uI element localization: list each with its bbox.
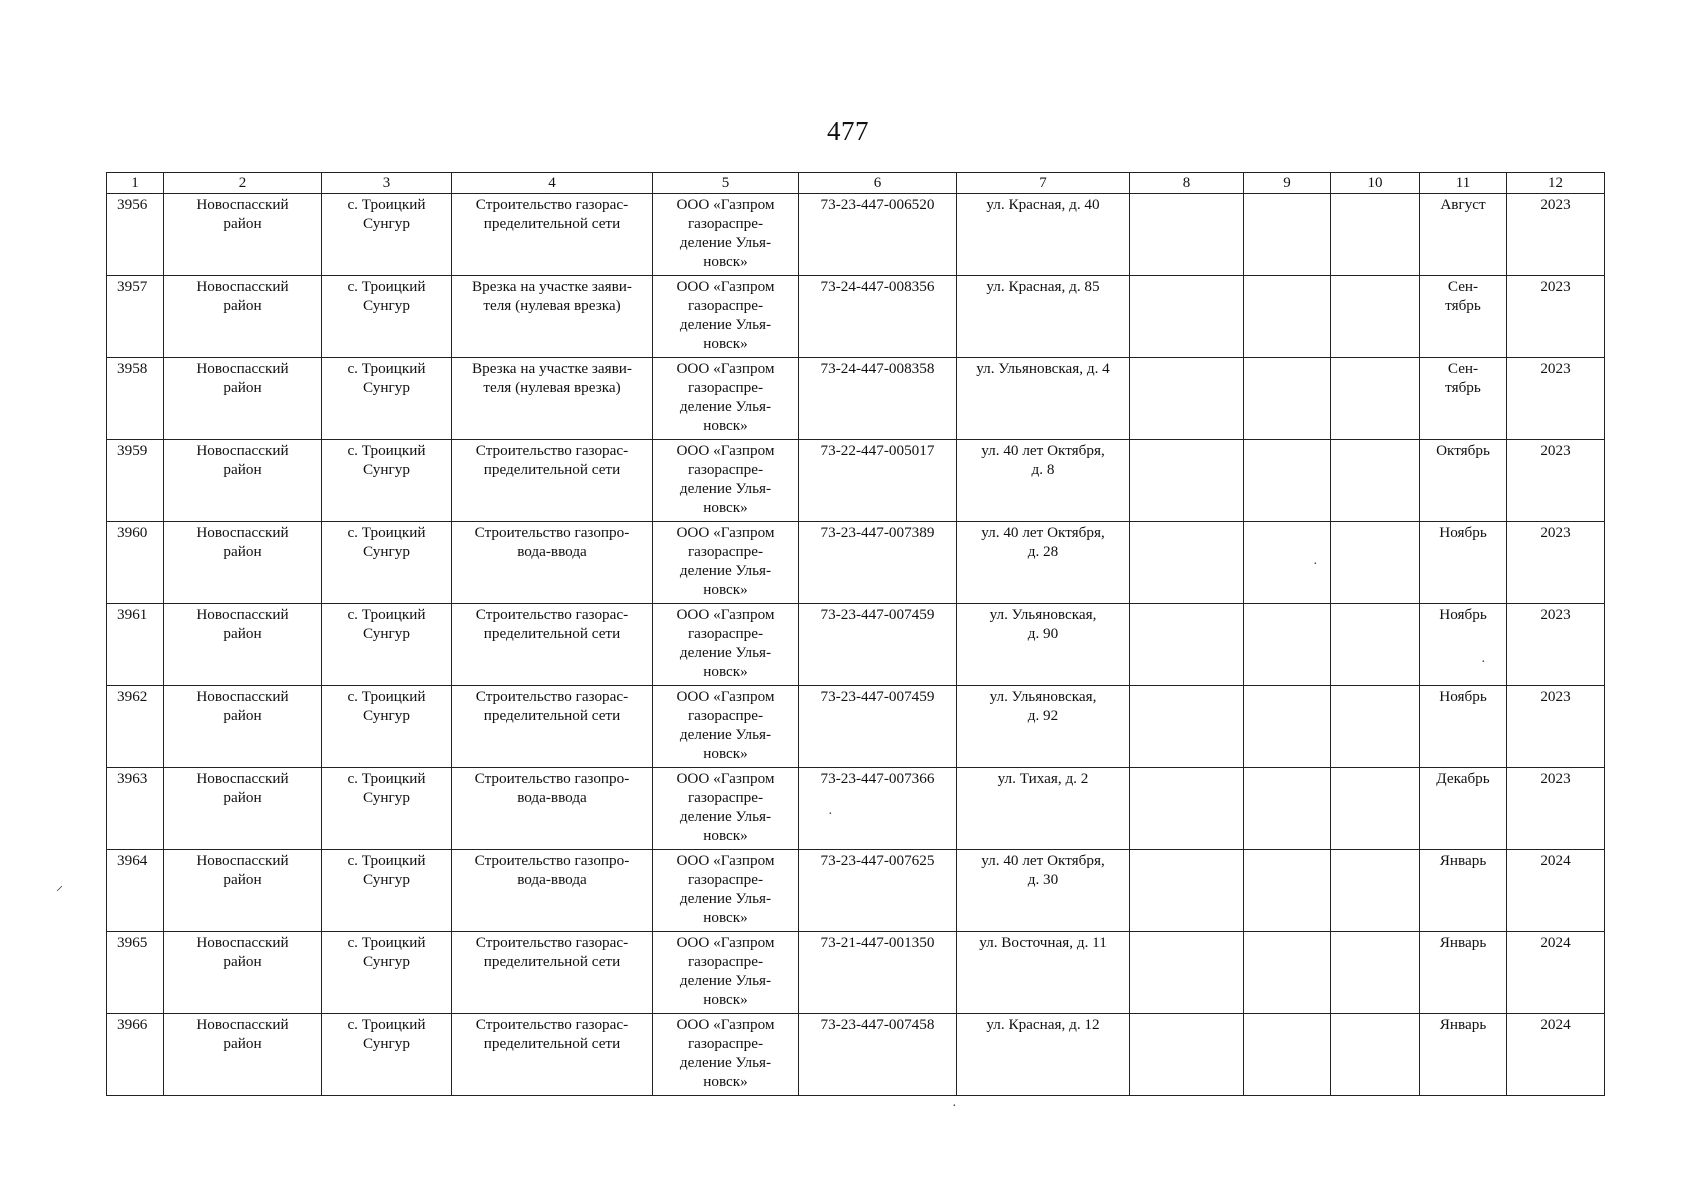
cell-district bbox=[164, 358, 322, 440]
cell-object-code bbox=[799, 276, 957, 358]
cell-column-10 bbox=[1331, 768, 1420, 850]
cell-district bbox=[164, 522, 322, 604]
cell-address bbox=[957, 440, 1130, 522]
settlement-text: с. Троицкий Сунгур bbox=[347, 688, 426, 724]
cell-column-8 bbox=[1130, 850, 1244, 932]
cell-column-9 bbox=[1244, 194, 1331, 276]
scan-speck: · bbox=[828, 807, 833, 822]
cell-object-code bbox=[799, 932, 957, 1014]
cell-district bbox=[164, 686, 322, 768]
work-type-text: Строительство газопро- вода-ввода bbox=[474, 524, 630, 560]
cell-year bbox=[1507, 686, 1605, 768]
table-row bbox=[107, 932, 1605, 1014]
organization-text: ООО «Газпром газораспре- деление Улья- новск» bbox=[676, 360, 775, 434]
cell-month bbox=[1420, 194, 1507, 276]
cell-settlement bbox=[322, 440, 452, 522]
month-text: Ноябрь bbox=[1439, 688, 1487, 705]
column-header-5: 5 bbox=[653, 173, 799, 194]
cell-column-10 bbox=[1331, 850, 1420, 932]
table-row bbox=[107, 522, 1605, 604]
cell-month bbox=[1420, 686, 1507, 768]
column-header-7: 7 bbox=[957, 173, 1130, 194]
cell-organization bbox=[653, 932, 799, 1014]
year-text: 2023 bbox=[1540, 196, 1571, 213]
cell-work-type bbox=[452, 850, 653, 932]
cell-record-number bbox=[107, 358, 164, 440]
cell-column-10 bbox=[1331, 522, 1420, 604]
cell-column-10 bbox=[1331, 276, 1420, 358]
cell-record-number bbox=[107, 194, 164, 276]
scan-speck: · bbox=[1481, 655, 1486, 670]
cell-column-8 bbox=[1130, 1014, 1244, 1096]
column-header-3: 3 bbox=[322, 173, 452, 194]
month-text: Декабрь bbox=[1436, 770, 1490, 787]
scan-speck: · bbox=[952, 1099, 957, 1114]
cell-column-10 bbox=[1331, 1014, 1420, 1096]
year-text: 2023 bbox=[1540, 360, 1571, 377]
object-code-text: 73-23-447-006520 bbox=[820, 196, 935, 213]
year-text: 2023 bbox=[1540, 770, 1571, 787]
cell-settlement bbox=[322, 604, 452, 686]
cell-record-number bbox=[107, 440, 164, 522]
table-row bbox=[107, 1014, 1605, 1096]
work-type-text: Строительство газорас- пределительной сети bbox=[475, 934, 629, 970]
year-text: 2023 bbox=[1540, 606, 1571, 623]
cell-column-9 bbox=[1244, 768, 1331, 850]
cell-organization bbox=[653, 850, 799, 932]
organization-text: ООО «Газпром газораспре- деление Улья- новск» bbox=[676, 934, 775, 1008]
cell-address bbox=[957, 686, 1130, 768]
record-number-text: 3959 bbox=[117, 442, 148, 459]
month-text: Ноябрь bbox=[1439, 606, 1487, 623]
cell-column-10 bbox=[1331, 440, 1420, 522]
record-number-text: 3966 bbox=[117, 1016, 148, 1033]
month-text: Январь bbox=[1439, 852, 1487, 869]
settlement-text: с. Троицкий Сунгур bbox=[347, 360, 426, 396]
cell-object-code bbox=[799, 1014, 957, 1096]
settlement-text: с. Троицкий Сунгур bbox=[347, 852, 426, 888]
cell-year bbox=[1507, 604, 1605, 686]
address-text: ул. 40 лет Октября, д. 28 bbox=[981, 524, 1105, 560]
cell-object-code bbox=[799, 194, 957, 276]
cell-settlement bbox=[322, 850, 452, 932]
cell-address bbox=[957, 768, 1130, 850]
object-code-text: 73-23-447-007459 bbox=[820, 688, 935, 705]
work-type-text: Строительство газорас- пределительной сети bbox=[475, 442, 629, 478]
cell-column-9 bbox=[1244, 358, 1331, 440]
address-text: ул. Восточная, д. 11 bbox=[979, 934, 1107, 951]
cell-record-number bbox=[107, 932, 164, 1014]
organization-text: ООО «Газпром газораспре- деление Улья- новск» bbox=[676, 524, 775, 598]
settlement-text: с. Троицкий Сунгур bbox=[347, 606, 426, 642]
object-code-text: 73-23-447-007459 bbox=[820, 606, 935, 623]
column-header-6: 6 bbox=[799, 173, 957, 194]
scan-speck: ⸝ bbox=[56, 879, 63, 894]
cell-record-number bbox=[107, 686, 164, 768]
month-text: Январь bbox=[1439, 1016, 1487, 1033]
cell-record-number bbox=[107, 1014, 164, 1096]
column-header-2: 2 bbox=[164, 173, 322, 194]
organization-text: ООО «Газпром газораспре- деление Улья- новск» bbox=[676, 606, 775, 680]
cell-month bbox=[1420, 358, 1507, 440]
header-row bbox=[107, 173, 1605, 194]
record-number-text: 3962 bbox=[117, 688, 148, 705]
cell-settlement bbox=[322, 686, 452, 768]
column-header-11: 11 bbox=[1420, 173, 1507, 194]
cell-column-9 bbox=[1244, 686, 1331, 768]
object-code-text: 73-23-447-007625 bbox=[820, 852, 935, 869]
district-text: Новоспасский район bbox=[196, 770, 289, 806]
cell-column-8 bbox=[1130, 686, 1244, 768]
district-text: Новоспасский район bbox=[196, 442, 289, 478]
cell-record-number bbox=[107, 850, 164, 932]
cell-address bbox=[957, 194, 1130, 276]
cell-column-9 bbox=[1244, 1014, 1331, 1096]
cell-column-8 bbox=[1130, 440, 1244, 522]
record-number-text: 3957 bbox=[117, 278, 148, 295]
cell-organization bbox=[653, 1014, 799, 1096]
work-type-text: Строительство газорас- пределительной сети bbox=[475, 196, 629, 232]
month-text: Октябрь bbox=[1436, 442, 1490, 459]
cell-organization bbox=[653, 604, 799, 686]
column-header-12: 12 bbox=[1507, 173, 1605, 194]
column-header-9: 9 bbox=[1244, 173, 1331, 194]
object-code-text: 73-24-447-008358 bbox=[820, 360, 935, 377]
district-text: Новоспасский район bbox=[196, 852, 289, 888]
register-table bbox=[106, 172, 1605, 1096]
work-type-text: Врезка на участке заяви- теля (нулевая врезка) bbox=[472, 278, 632, 314]
cell-year bbox=[1507, 850, 1605, 932]
cell-column-10 bbox=[1331, 358, 1420, 440]
organization-text: ООО «Газпром газораспре- деление Улья- новск» bbox=[676, 196, 775, 270]
address-text: ул. Красная, д. 12 bbox=[986, 1016, 1100, 1033]
cell-address bbox=[957, 276, 1130, 358]
cell-column-10 bbox=[1331, 932, 1420, 1014]
organization-text: ООО «Газпром газораспре- деление Улья- новск» bbox=[676, 770, 775, 844]
cell-year bbox=[1507, 1014, 1605, 1096]
cell-work-type bbox=[452, 768, 653, 850]
year-text: 2023 bbox=[1540, 442, 1571, 459]
address-text: ул. 40 лет Октября, д. 8 bbox=[981, 442, 1105, 478]
cell-column-9 bbox=[1244, 604, 1331, 686]
address-text: ул. 40 лет Октября, д. 30 bbox=[981, 852, 1105, 888]
cell-object-code bbox=[799, 768, 957, 850]
work-type-text: Строительство газопро- вода-ввода bbox=[474, 770, 630, 806]
cell-record-number bbox=[107, 768, 164, 850]
cell-organization bbox=[653, 768, 799, 850]
cell-month bbox=[1420, 440, 1507, 522]
cell-district bbox=[164, 932, 322, 1014]
cell-year bbox=[1507, 194, 1605, 276]
cell-district bbox=[164, 1014, 322, 1096]
object-code-text: 73-24-447-008356 bbox=[820, 278, 935, 295]
work-type-text: Врезка на участке заяви- теля (нулевая врезка) bbox=[472, 360, 632, 396]
cell-organization bbox=[653, 358, 799, 440]
organization-text: ООО «Газпром газораспре- деление Улья- новск» bbox=[676, 688, 775, 762]
cell-column-8 bbox=[1130, 768, 1244, 850]
cell-organization bbox=[653, 686, 799, 768]
column-header-4: 4 bbox=[452, 173, 653, 194]
settlement-text: с. Троицкий Сунгур bbox=[347, 278, 426, 314]
cell-object-code bbox=[799, 686, 957, 768]
organization-text: ООО «Газпром газораспре- деление Улья- новск» bbox=[676, 1016, 775, 1090]
district-text: Новоспасский район bbox=[196, 688, 289, 724]
cell-month bbox=[1420, 522, 1507, 604]
cell-year bbox=[1507, 522, 1605, 604]
cell-column-9 bbox=[1244, 276, 1331, 358]
cell-work-type bbox=[452, 686, 653, 768]
record-number-text: 3964 bbox=[117, 852, 148, 869]
record-number-text: 3961 bbox=[117, 606, 148, 623]
cell-organization bbox=[653, 522, 799, 604]
object-code-text: 73-21-447-001350 bbox=[820, 934, 935, 951]
cell-year bbox=[1507, 358, 1605, 440]
cell-column-8 bbox=[1130, 358, 1244, 440]
record-number-text: 3965 bbox=[117, 934, 148, 951]
cell-address bbox=[957, 932, 1130, 1014]
cell-column-8 bbox=[1130, 932, 1244, 1014]
record-number-text: 3958 bbox=[117, 360, 148, 377]
cell-work-type bbox=[452, 440, 653, 522]
object-code-text: 73-23-447-007458 bbox=[820, 1016, 935, 1033]
settlement-text: с. Троицкий Сунгур bbox=[347, 770, 426, 806]
month-text: Сен- тябрь bbox=[1445, 278, 1481, 314]
cell-record-number bbox=[107, 522, 164, 604]
cell-organization bbox=[653, 194, 799, 276]
district-text: Новоспасский район bbox=[196, 606, 289, 642]
cell-address bbox=[957, 358, 1130, 440]
cell-work-type bbox=[452, 1014, 653, 1096]
address-text: ул. Красная, д. 40 bbox=[986, 196, 1100, 213]
cell-month bbox=[1420, 604, 1507, 686]
month-text: Ноябрь bbox=[1439, 524, 1487, 541]
cell-address bbox=[957, 850, 1130, 932]
year-text: 2023 bbox=[1540, 688, 1571, 705]
work-type-text: Строительство газорас- пределительной сети bbox=[475, 1016, 629, 1052]
cell-month bbox=[1420, 850, 1507, 932]
cell-settlement bbox=[322, 194, 452, 276]
work-type-text: Строительство газорас- пределительной сети bbox=[475, 606, 629, 642]
cell-month bbox=[1420, 276, 1507, 358]
record-number-text: 3956 bbox=[117, 196, 148, 213]
column-header-8: 8 bbox=[1130, 173, 1244, 194]
address-text: ул. Ульяновская, д. 92 bbox=[989, 688, 1097, 724]
record-number-text: 3963 bbox=[117, 770, 148, 787]
organization-text: ООО «Газпром газораспре- деление Улья- новск» bbox=[676, 278, 775, 352]
record-number-text: 3960 bbox=[117, 524, 148, 541]
cell-column-10 bbox=[1331, 194, 1420, 276]
address-text: ул. Красная, д. 85 bbox=[986, 278, 1100, 295]
cell-district bbox=[164, 850, 322, 932]
cell-work-type bbox=[452, 358, 653, 440]
cell-year bbox=[1507, 276, 1605, 358]
column-header-1: 1 bbox=[107, 173, 164, 194]
cell-district bbox=[164, 768, 322, 850]
district-text: Новоспасский район bbox=[196, 360, 289, 396]
month-text: Сен- тябрь bbox=[1445, 360, 1481, 396]
cell-organization bbox=[653, 276, 799, 358]
cell-month bbox=[1420, 768, 1507, 850]
district-text: Новоспасский район bbox=[196, 524, 289, 560]
cell-settlement bbox=[322, 522, 452, 604]
table-body bbox=[107, 194, 1605, 1096]
object-code-text: 73-23-447-007389 bbox=[820, 524, 935, 541]
cell-settlement bbox=[322, 932, 452, 1014]
cell-district bbox=[164, 604, 322, 686]
cell-settlement bbox=[322, 768, 452, 850]
work-type-text: Строительство газорас- пределительной сети bbox=[475, 688, 629, 724]
cell-work-type bbox=[452, 604, 653, 686]
organization-text: ООО «Газпром газораспре- деление Улья- новск» bbox=[676, 852, 775, 926]
year-text: 2023 bbox=[1540, 278, 1571, 295]
cell-address bbox=[957, 604, 1130, 686]
district-text: Новоспасский район bbox=[196, 934, 289, 970]
settlement-text: с. Троицкий Сунгур bbox=[347, 524, 426, 560]
cell-month bbox=[1420, 1014, 1507, 1096]
district-text: Новоспасский район bbox=[196, 1016, 289, 1052]
cell-column-8 bbox=[1130, 604, 1244, 686]
cell-district bbox=[164, 194, 322, 276]
cell-settlement bbox=[322, 358, 452, 440]
cell-year bbox=[1507, 768, 1605, 850]
cell-object-code bbox=[799, 440, 957, 522]
table-row bbox=[107, 194, 1605, 276]
cell-month bbox=[1420, 932, 1507, 1014]
district-text: Новоспасский район bbox=[196, 278, 289, 314]
table-row bbox=[107, 768, 1605, 850]
cell-column-9 bbox=[1244, 932, 1331, 1014]
cell-work-type bbox=[452, 194, 653, 276]
cell-column-10 bbox=[1331, 604, 1420, 686]
cell-work-type bbox=[452, 522, 653, 604]
address-text: ул. Ульяновская, д. 4 bbox=[976, 360, 1110, 377]
cell-year bbox=[1507, 932, 1605, 1014]
settlement-text: с. Троицкий Сунгур bbox=[347, 442, 426, 478]
settlement-text: с. Троицкий Сунгур bbox=[347, 934, 426, 970]
year-text: 2024 bbox=[1540, 1016, 1571, 1033]
cell-column-8 bbox=[1130, 522, 1244, 604]
year-text: 2024 bbox=[1540, 852, 1571, 869]
year-text: 2024 bbox=[1540, 934, 1571, 951]
cell-column-9 bbox=[1244, 440, 1331, 522]
table-row bbox=[107, 276, 1605, 358]
cell-settlement bbox=[322, 276, 452, 358]
table-row bbox=[107, 604, 1605, 686]
table-row bbox=[107, 358, 1605, 440]
cell-object-code bbox=[799, 850, 957, 932]
column-header-10: 10 bbox=[1331, 173, 1420, 194]
cell-column-10 bbox=[1331, 686, 1420, 768]
table-row bbox=[107, 686, 1605, 768]
cell-record-number bbox=[107, 276, 164, 358]
settlement-text: с. Троицкий Сунгур bbox=[347, 1016, 426, 1052]
cell-address bbox=[957, 1014, 1130, 1096]
cell-object-code bbox=[799, 522, 957, 604]
page-number: 477 bbox=[827, 116, 869, 146]
cell-year bbox=[1507, 440, 1605, 522]
address-text: ул. Тихая, д. 2 bbox=[997, 770, 1089, 787]
cell-column-8 bbox=[1130, 276, 1244, 358]
cell-work-type bbox=[452, 932, 653, 1014]
cell-address bbox=[957, 522, 1130, 604]
object-code-text: 73-23-447-007366 bbox=[820, 770, 935, 787]
cell-district bbox=[164, 440, 322, 522]
cell-object-code bbox=[799, 358, 957, 440]
cell-settlement bbox=[322, 1014, 452, 1096]
cell-work-type bbox=[452, 276, 653, 358]
cell-column-8 bbox=[1130, 194, 1244, 276]
table-row bbox=[107, 850, 1605, 932]
cell-organization bbox=[653, 440, 799, 522]
year-text: 2023 bbox=[1540, 524, 1571, 541]
district-text: Новоспасский район bbox=[196, 196, 289, 232]
scan-speck: · bbox=[1313, 557, 1318, 572]
month-text: Январь bbox=[1439, 934, 1487, 951]
cell-object-code bbox=[799, 604, 957, 686]
settlement-text: с. Троицкий Сунгур bbox=[347, 196, 426, 232]
object-code-text: 73-22-447-005017 bbox=[820, 442, 935, 459]
work-type-text: Строительство газопро- вода-ввода bbox=[474, 852, 630, 888]
cell-column-9 bbox=[1244, 850, 1331, 932]
cell-record-number bbox=[107, 604, 164, 686]
cell-district bbox=[164, 276, 322, 358]
month-text: Август bbox=[1440, 196, 1486, 213]
organization-text: ООО «Газпром газораспре- деление Улья- новск» bbox=[676, 442, 775, 516]
address-text: ул. Ульяновская, д. 90 bbox=[989, 606, 1097, 642]
table-row bbox=[107, 440, 1605, 522]
